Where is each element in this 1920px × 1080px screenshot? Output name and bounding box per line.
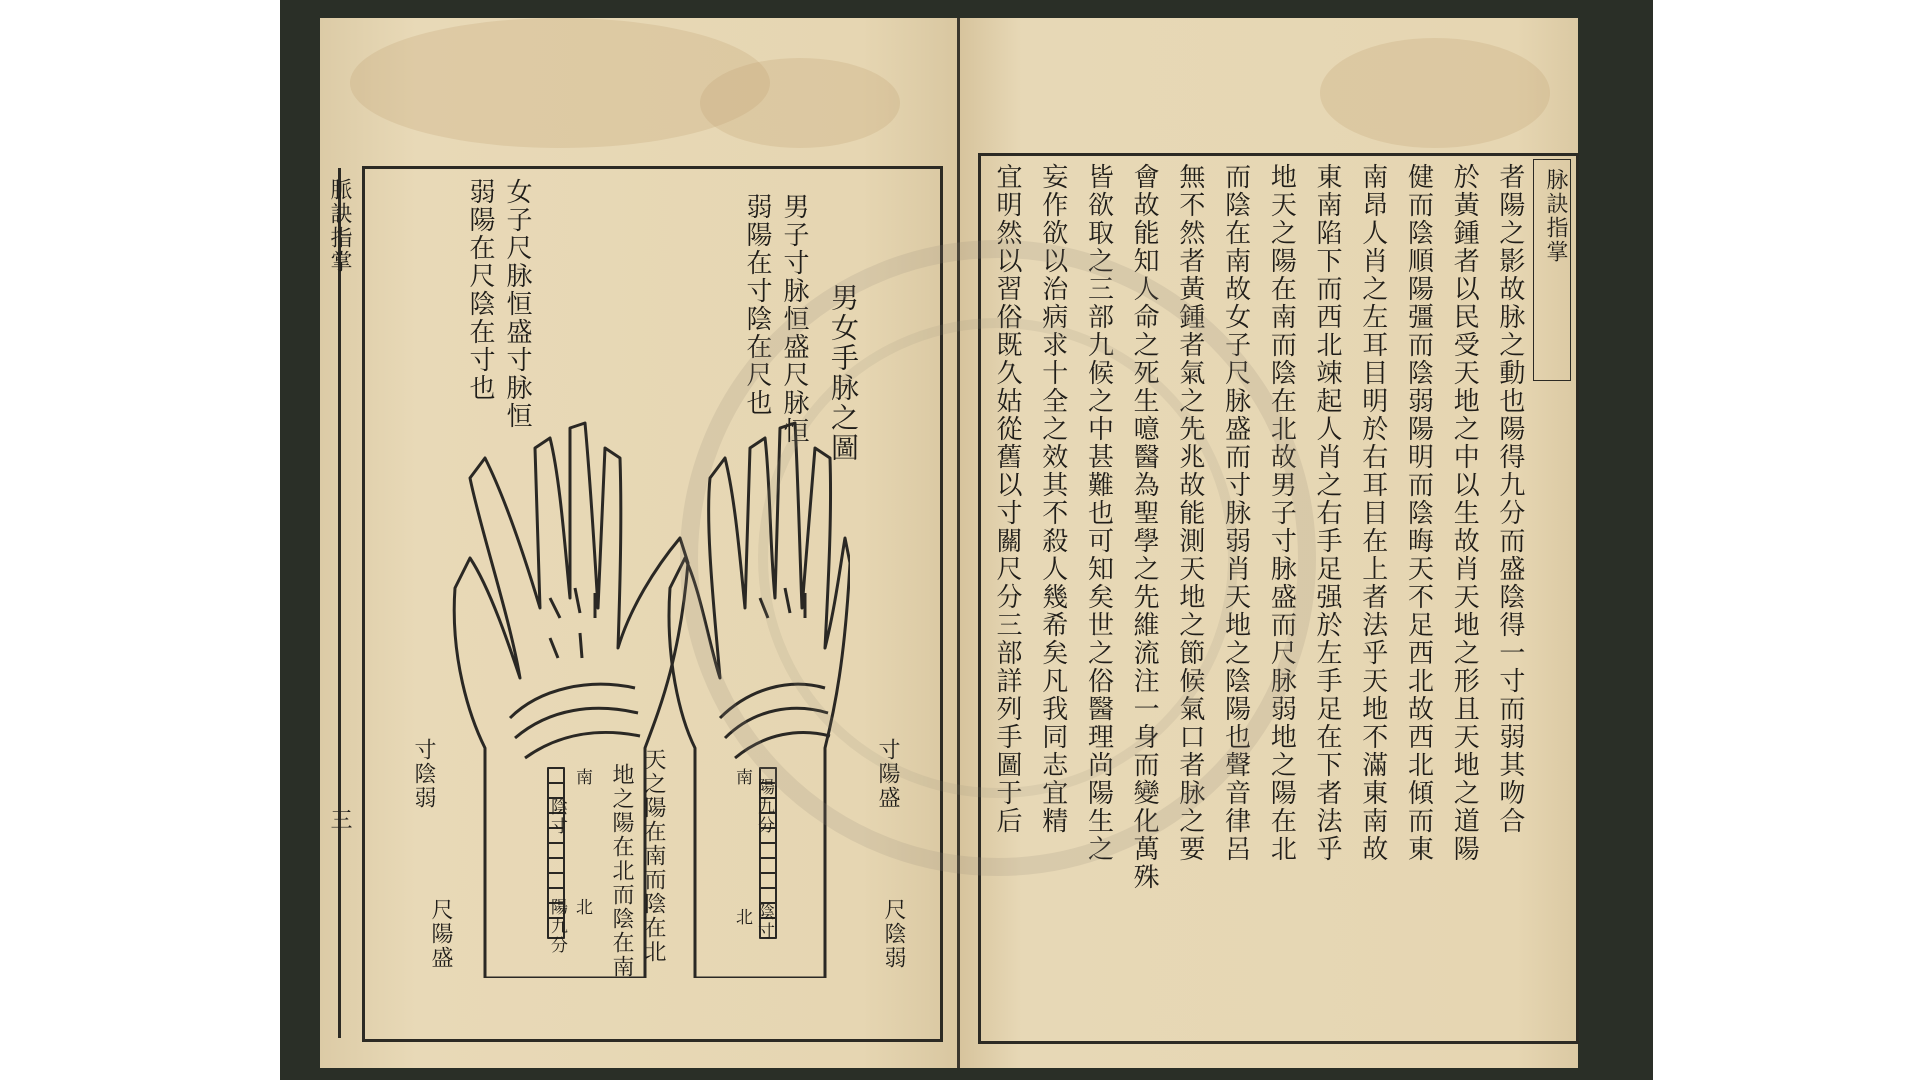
text-column-1: 者陽之影故脉之動也陽得九分而盛陰得一寸而弱其吻合 xyxy=(1494,163,1525,835)
page-number: 三 xyxy=(327,808,352,832)
text-column-12: 宜明然以習俗既久姑從舊以寸關尺分三部詳列手圖于后 xyxy=(992,163,1022,835)
text-column-10: 皆欲取之三部九候之中甚難也可知矣世之俗醫理尚陽生之 xyxy=(1083,163,1114,863)
text-column-8: 無不然者黃鍾者氣之先兆故能測天地之節候氣口者脉之要 xyxy=(1174,163,1205,863)
female-caption-1: 女子尺脉恒盛寸脉恒 xyxy=(502,178,532,430)
text-column-6: 地天之陽在南而陰在北故男子寸脉盛而尺脉弱地之陽在北 xyxy=(1266,163,1297,863)
text-column-11: 妄作欲以治病求十全之效其不殺人幾希矣凡我同志宜精 xyxy=(1037,163,1068,835)
male-bottom-label: 尺陰弱 xyxy=(881,898,906,970)
male-inner-lower: 陰寸 xyxy=(754,903,774,941)
female-inner-north: 北 xyxy=(572,898,592,917)
middle-text-2: 地之陽在北而陰在南 xyxy=(609,763,634,979)
left-margin-title: 脈訣指掌 xyxy=(327,178,352,274)
male-caption-2: 弱陽在寸陰在尺也 xyxy=(742,193,772,417)
text-column-4: 南昂人肖之左耳目明於右耳目在上者法乎天地不滿東南故 xyxy=(1357,163,1388,863)
female-inner-south: 南 xyxy=(572,768,592,787)
female-bottom-label: 尺陽盛 xyxy=(428,898,453,970)
left-page-fold-rule xyxy=(338,168,341,1038)
female-inner-lower: 陽九分 xyxy=(547,898,567,955)
text-column-3: 健而陰順陽彊而陰弱陽明而陰晦天不足西北故西北傾而東 xyxy=(1403,163,1434,863)
middle-text-1: 天之陽在南而陰在北 xyxy=(641,748,666,964)
diagram-title: 男女手脉之圖 xyxy=(827,283,860,463)
text-column-2: 於黃鍾者以民受天地之中以生故肖天地之形且天地之道陽 xyxy=(1449,163,1480,863)
female-top-label: 寸陰弱 xyxy=(411,738,436,810)
female-caption-2: 弱陽在尺陰在寸也 xyxy=(465,178,495,402)
book-photo xyxy=(280,0,1653,1080)
male-top-label: 寸陽盛 xyxy=(875,738,900,810)
female-inner-upper: 陰寸 xyxy=(547,798,567,836)
male-caption-1: 男子寸脉恒盛尺脉恒 xyxy=(779,193,809,445)
male-inner-south: 南 xyxy=(732,768,752,787)
text-column-5: 東南陷下而西北竦起人肖之右手足强於左手足在下者法乎 xyxy=(1312,163,1343,863)
right-margin-title: 脉訣指掌 xyxy=(1543,168,1568,264)
library-seal-stamp xyxy=(680,240,1316,876)
male-inner-upper: 陽九分 xyxy=(754,778,774,835)
male-inner-north: 北 xyxy=(732,908,752,927)
text-column-9: 會故能知人命之死生噫醫為聖學之先維流注一身而變化萬殊 xyxy=(1129,163,1160,891)
text-column-7: 而陰在南故女子尺脉盛而寸脉弱肖天地之陰陽也聲音律呂 xyxy=(1220,163,1251,863)
